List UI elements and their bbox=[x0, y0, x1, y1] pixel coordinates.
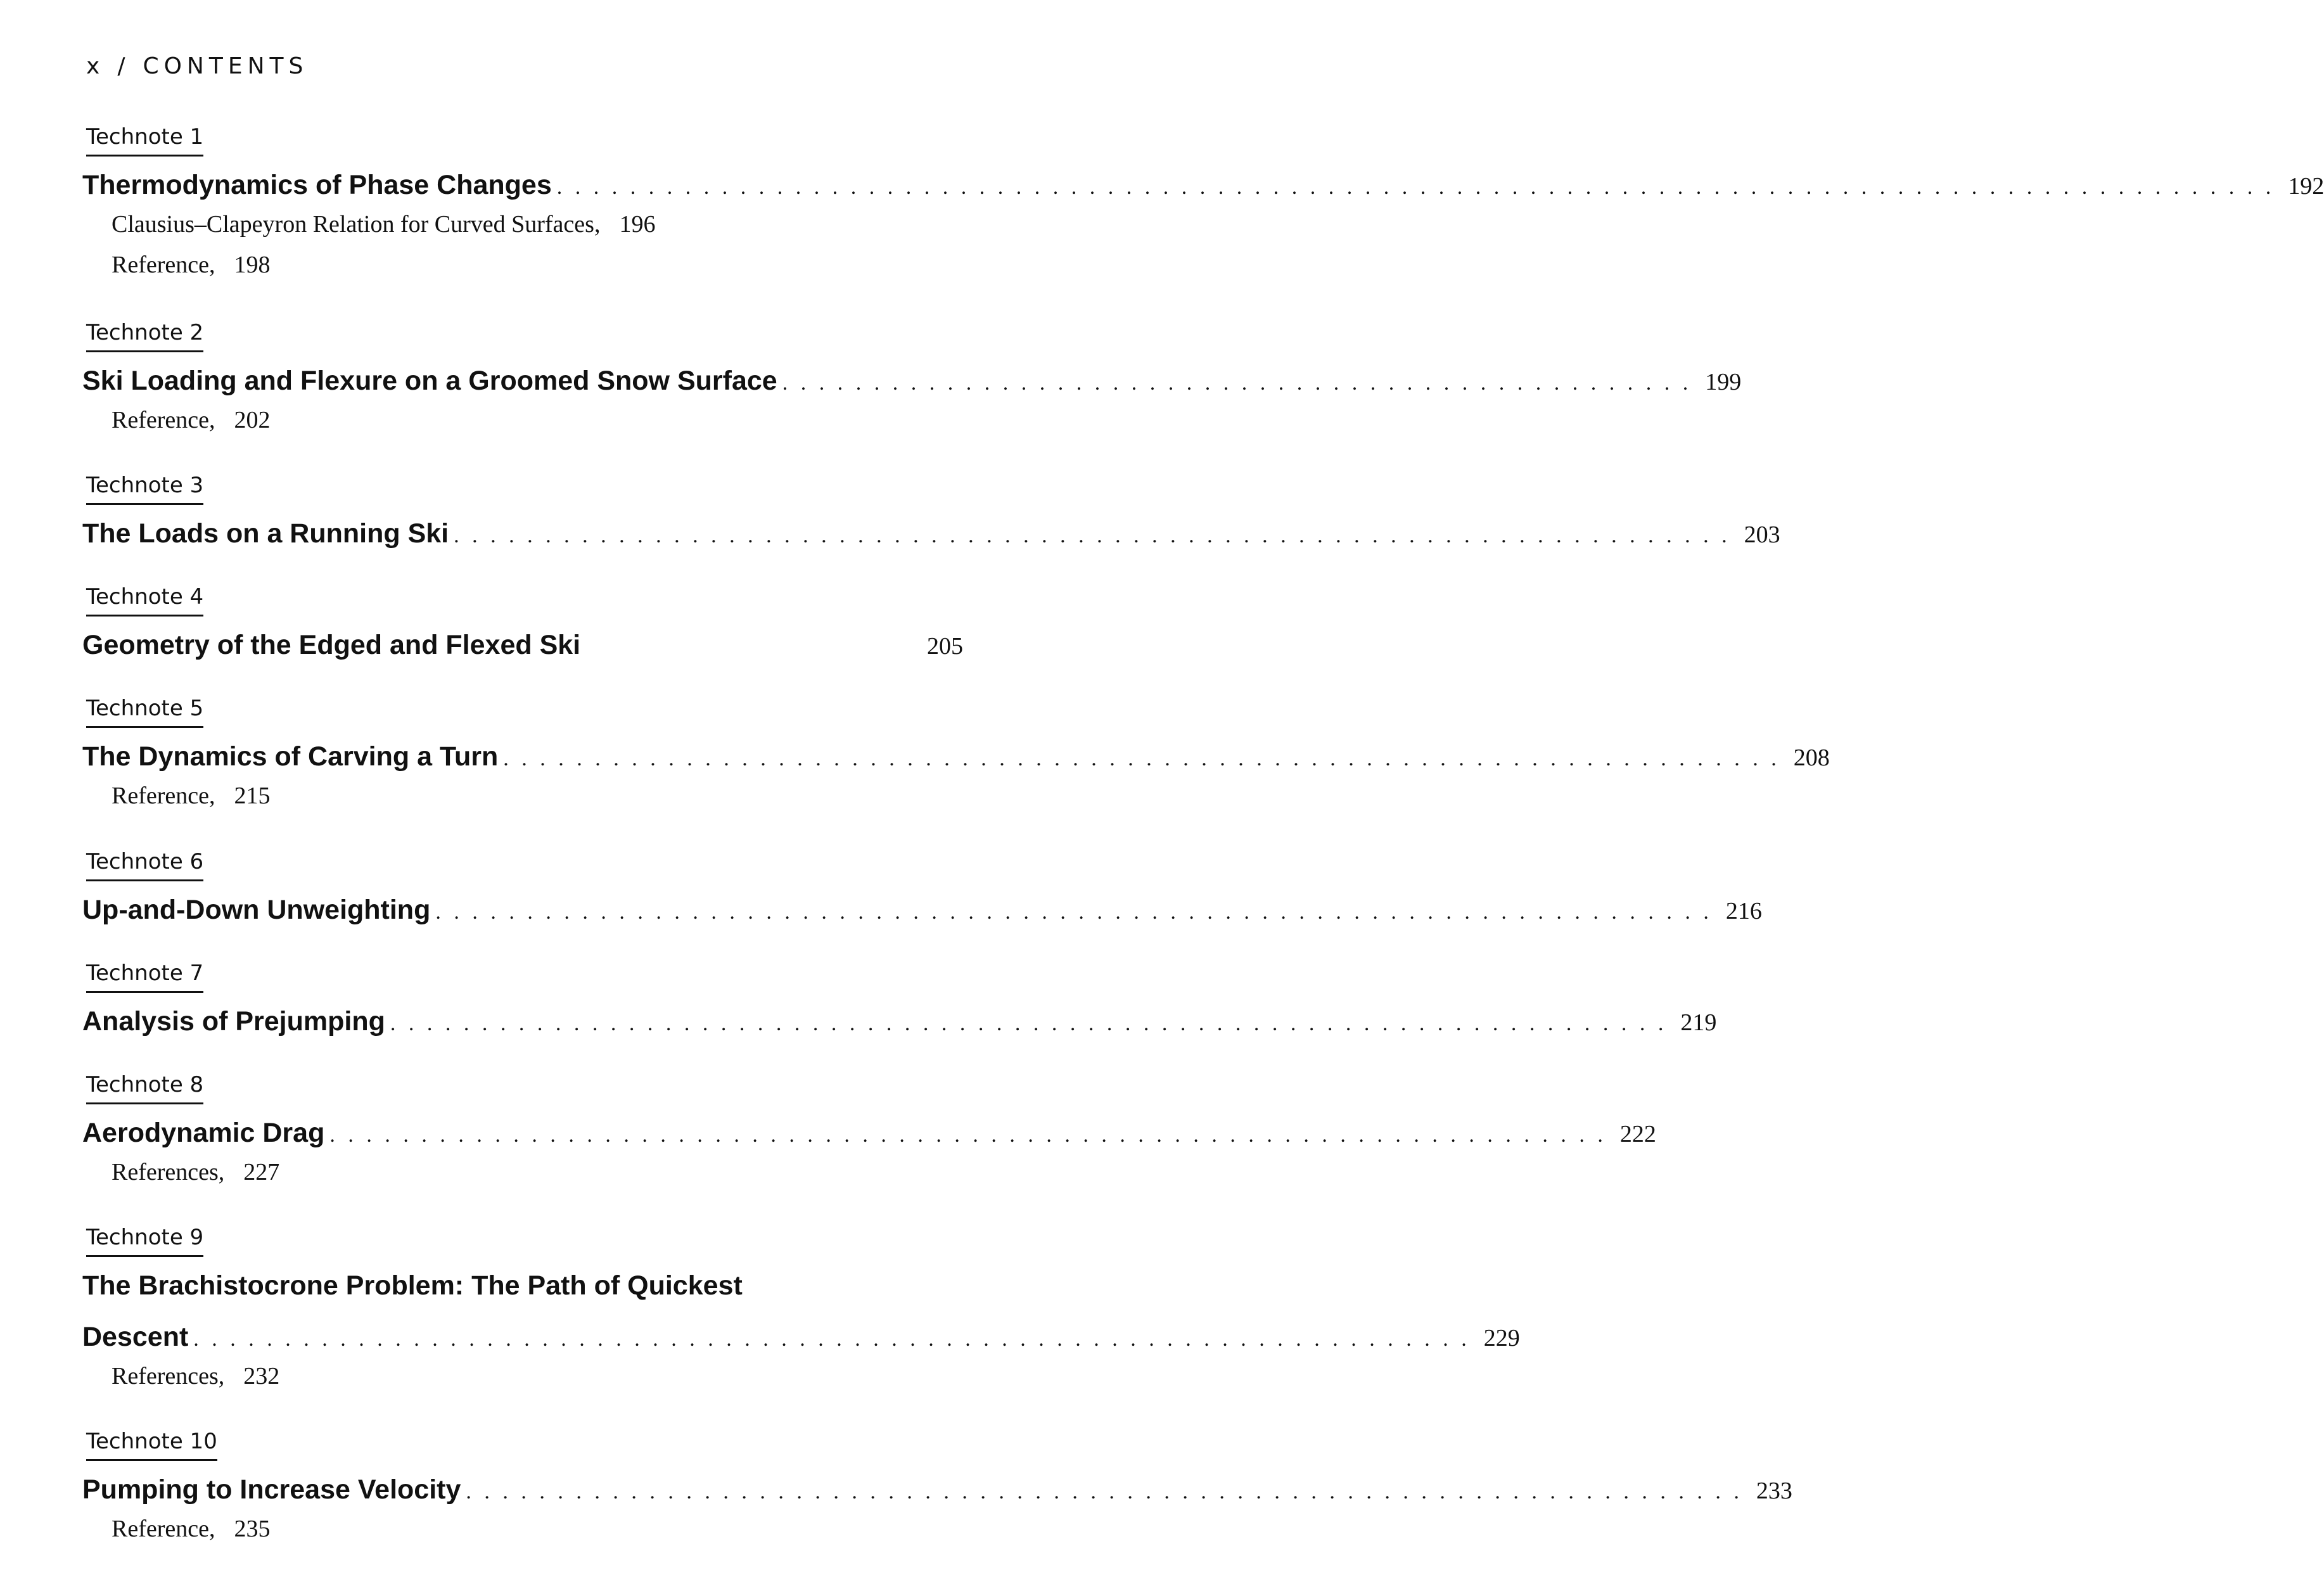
sub-entry[interactable] bbox=[112, 782, 271, 810]
toc-entry[interactable] bbox=[82, 630, 963, 661]
dot-leader: . . . . . . . . . . . . . . . . . . . . . . . . . . . . . . . . . . . . . . . . . . . . . . . . . . . . . . . . . . . . . . . . . . . . . . . . . . . . . . . . . . . . . . . . . . . . . . bbox=[556, 176, 2275, 199]
technote-label: Technote 5 bbox=[86, 696, 203, 728]
toc-entry[interactable] bbox=[82, 1006, 1717, 1037]
entry-title: Pumping to Increase Velocity bbox=[82, 1474, 461, 1505]
toc-entry[interactable] bbox=[82, 895, 1762, 926]
sub-entry[interactable] bbox=[112, 1515, 271, 1543]
sub-entry-page-number: 198 bbox=[234, 252, 271, 278]
sub-entry-page-number: 202 bbox=[234, 407, 271, 433]
sub-entry-title: References, bbox=[112, 1159, 225, 1185]
dot-leader: . . . . . . . . . . . . . . . . . . . . . . . . . . . . . . . . . . . . . . . . . . . . . . . . . . . . . . . . . . . . . . . . . . . . . . bbox=[390, 1012, 1668, 1035]
technote-label: Technote 3 bbox=[86, 473, 203, 505]
sub-entry-title: Reference, bbox=[112, 1516, 215, 1542]
sub-entry-title: Reference, bbox=[112, 782, 215, 809]
entry-title-continued: Descent bbox=[82, 1322, 189, 1352]
technote-label: Technote 4 bbox=[86, 584, 203, 616]
sub-entry[interactable] bbox=[112, 1158, 279, 1186]
technote-label: Technote 6 bbox=[86, 849, 203, 881]
dot-leader: . . . . . . . . . . . . . . . . . . . . . . . . . . . . . . . . . . . . . . . . . . . . . . . . . . . . . . . . . . . . . . . . . . . . . . bbox=[466, 1480, 1743, 1504]
sub-entry-title: Clausius–Clapeyron Relation for Curved Surfaces, bbox=[112, 211, 601, 238]
entry-title: The Loads on a Running Ski bbox=[82, 518, 449, 549]
technote-label: Technote 2 bbox=[86, 320, 203, 352]
sub-entry[interactable] bbox=[112, 210, 655, 238]
technote-label: Technote 7 bbox=[86, 961, 203, 993]
sub-entry-page-number: 232 bbox=[243, 1363, 280, 1389]
running-head-separator: / bbox=[117, 53, 125, 79]
toc-entry[interactable] bbox=[82, 1474, 1792, 1505]
entry-title: Up-and-Down Unweighting bbox=[82, 895, 431, 925]
entry-page-number: 229 bbox=[1483, 1325, 1520, 1351]
sub-entry[interactable] bbox=[112, 1362, 279, 1390]
entry-title: The Brachistocrone Problem: The Path of Quickest bbox=[82, 1270, 743, 1301]
dot-leader: . . . . . . . . . . . . . . . . . . . . . . . . . . . . . . . . . . . . . . . . . . . . . . . . . . . . . . . . . . . . . . . . . . . . . . bbox=[503, 747, 1780, 770]
dot-leader: . . . . . . . . . . . . . . . . . . . . . . . . . . . . . . . . . . . . . . . . . . . . . . . . . . . . . . . . . . . . . . . . . . . . . . bbox=[454, 524, 1731, 547]
toc-entry[interactable] bbox=[82, 741, 1830, 772]
entry-page-number: 222 bbox=[1619, 1121, 1656, 1147]
entry-page-number: 208 bbox=[1793, 744, 1830, 771]
sub-entry-page-number: 227 bbox=[243, 1159, 280, 1185]
entry-title: Geometry of the Edged and Flexed Ski bbox=[82, 630, 581, 660]
entry-title: Thermodynamics of Phase Changes bbox=[82, 170, 552, 200]
entry-page-number: 199 bbox=[1705, 369, 1742, 395]
technote-label: Technote 9 bbox=[86, 1225, 203, 1257]
sub-entry[interactable] bbox=[112, 251, 271, 279]
sub-entry-title: References, bbox=[112, 1363, 225, 1389]
dot-leader: . . . . . . . . . . . . . . . . . . . . . . . . . . . . . . . . . . . . . . . . . . . . . . . . . . . . . . . . . . . . . . . . . . . . . . bbox=[329, 1123, 1607, 1147]
dot-leader: . . . . . . . . . . . . . . . . . . . . . . . . . . . . . . . . . . . . . . . . . . . . . . . . . . bbox=[782, 371, 1692, 395]
toc-entry[interactable] bbox=[82, 366, 1742, 397]
entry-title: The Dynamics of Carving a Turn bbox=[82, 741, 499, 772]
sub-entry[interactable] bbox=[112, 406, 271, 434]
dot-leader: . . . . . . . . . . . . . . . . . . . . . . . . . . . . . . . . . . . . . . . . . . . . . . . . . . . . . . . . . . . . . . . . . . . . . . bbox=[435, 900, 1713, 924]
toc-entry-line-1[interactable] bbox=[82, 1270, 963, 1301]
toc-entry[interactable] bbox=[82, 170, 2324, 201]
entry-page-number: 203 bbox=[1744, 521, 1780, 548]
entry-page-number: 219 bbox=[1680, 1009, 1717, 1036]
toc-entry[interactable] bbox=[82, 1118, 1656, 1149]
entry-page-number: 205 bbox=[927, 633, 963, 660]
entry-title: Analysis of Prejumping bbox=[82, 1006, 385, 1037]
technote-label: Technote 1 bbox=[86, 124, 203, 156]
running-head-title: CONTENTS bbox=[143, 53, 309, 79]
entry-page-number: 216 bbox=[1725, 898, 1762, 924]
toc-entry-line-2[interactable] bbox=[82, 1322, 1520, 1353]
dot-leader: . . . . . . . . . . . . . . . . . . . . . . . . . . . . . . . . . . . . . . . . . . . . . . . . . . . . . . . . . . . . . . . . . . . . . . bbox=[193, 1327, 1471, 1351]
technote-label: Technote 10 bbox=[86, 1429, 217, 1461]
folio: x bbox=[86, 53, 100, 79]
sub-entry-page-number: 215 bbox=[234, 782, 271, 809]
entry-page-number: 233 bbox=[1756, 1478, 1792, 1504]
technote-label: Technote 8 bbox=[86, 1072, 203, 1104]
entry-page-number: 192 bbox=[2288, 173, 2324, 200]
sub-entry-page-number: 196 bbox=[619, 211, 656, 238]
entry-title: Ski Loading and Flexure on a Groomed Snow Surface bbox=[82, 366, 777, 396]
sub-entry-title: Reference, bbox=[112, 407, 215, 433]
running-head bbox=[86, 53, 308, 79]
sub-entry-page-number: 235 bbox=[234, 1516, 271, 1542]
sub-entry-title: Reference, bbox=[112, 252, 215, 278]
toc-entry[interactable] bbox=[82, 518, 1780, 549]
entry-title: Aerodynamic Drag bbox=[82, 1118, 325, 1148]
